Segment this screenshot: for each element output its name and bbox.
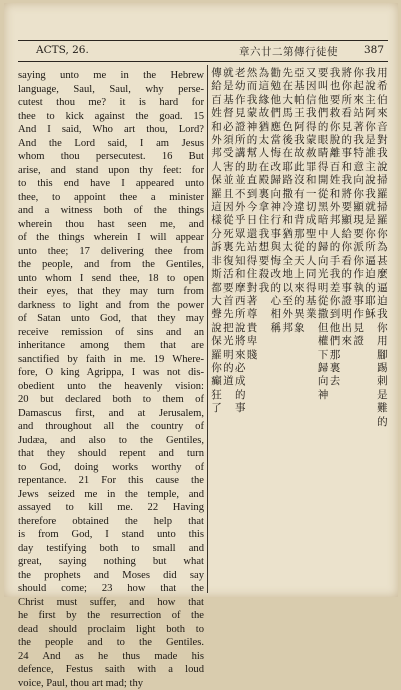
english-text-line: And the Lord said, I am Jesus xyxy=(18,137,204,151)
page-number: 387 xyxy=(364,44,384,56)
chinese-text-column xyxy=(211,67,388,591)
english-text-line: defence, Festus saith with a loud xyxy=(18,663,204,677)
english-text-line: thee to kick against the goad. 15 xyxy=(18,110,204,124)
chinese-text-column-line: 就是基督必須受害並且因從死裏復活要首先把光明的道 xyxy=(223,67,234,591)
chinese-text-column-line: 我也要救你脫離百姓和外邦人的手我差你到他們那裏去 xyxy=(329,67,340,591)
chinese-text-column-line: 為這緣故猶太人在殿裏拿住我想要殺我 xyxy=(258,67,269,591)
header-chapter-english: ACTS, 26. xyxy=(36,44,89,56)
english-text-line: of Satan unto God, that they may xyxy=(18,312,204,326)
english-text-line: repentance. 21 For this cause the xyxy=(18,474,204,488)
running-header xyxy=(18,43,388,62)
english-text-line: Damascus first, and at Jerusalem, xyxy=(18,407,204,421)
english-text-line: and a witness both of the things xyxy=(18,204,204,218)
english-text-line: saying unto me in the Hebrew xyxy=(18,69,204,83)
english-text-line: to this end have I appeared unto xyxy=(18,177,204,191)
english-text-line: unto whom I send thee, 18 to open xyxy=(18,272,204,286)
english-text-line: great, saying nothing but what xyxy=(18,555,204,569)
english-text-line: wherein thou hast seen me, and xyxy=(18,218,204,232)
chinese-text-column-line: 老幼作見證所講的並不外乎眾先知和摩西所說將來必成的事 xyxy=(235,67,246,591)
english-text-line: unto thee; 17 delivering thee from xyxy=(18,245,204,259)
chinese-text-column-line: 將你所看見的事和我將要顯給你看的事證明出來 xyxy=(341,67,352,591)
chinese-text-column-line: 要叫他們的眼睛得開從黑暗中歸向光明從撒但權下歸向神 xyxy=(318,67,329,591)
english-text-line: that they should repent and turn xyxy=(18,447,204,461)
english-text-line: inheritance among them that are xyxy=(18,339,204,353)
english-text-line: he first by the resurrection of the xyxy=(18,609,204,623)
english-text-line: 20 but declared both to them of xyxy=(18,393,204,407)
chinese-text-column-line: 傳給百姓和外邦人保羅這樣分訴非斯都大聲說保羅你癲狂了 xyxy=(211,67,222,591)
english-text-line: Christ must suffer, and how that xyxy=(18,596,204,610)
english-text-line: receive remission of sins and an xyxy=(18,326,204,340)
english-text-line: therefore obtained the help that xyxy=(18,515,204,529)
english-text-line: fore, O king Agrippa, I was not dis- xyxy=(18,366,204,380)
english-text-line: 24 And as he thus made his xyxy=(18,650,204,664)
chinese-text-column-line: 勸勉他們應當悔改歸向神行事與悔改的心相稱 xyxy=(270,67,281,591)
book-page xyxy=(4,3,398,597)
header-top-rule xyxy=(18,40,388,41)
english-text-line: voice, Paul, thou art mad; thy xyxy=(18,677,204,690)
english-text-line: the prophets and Moses did say xyxy=(18,569,204,583)
english-text-line: the people, and from the Gentiles, xyxy=(18,258,204,272)
english-text-line: arise, and stand upon thy feet: for xyxy=(18,164,204,178)
english-text-line: of the things wherein I will appear xyxy=(18,231,204,245)
english-text-line: Judæa, and also to the Gentiles, xyxy=(18,434,204,448)
english-text-line: And I said, Who art thou, Lord? xyxy=(18,123,204,137)
chinese-text-column-line: 然而我蒙神的幫助直到今日還站得住對著尊貴卑賤 xyxy=(247,67,258,591)
english-text-line: is from God, I stand unto this xyxy=(18,528,204,542)
english-text-line: whom thou persecutest. 16 But xyxy=(18,150,204,164)
english-text-line: and throughout all the country of xyxy=(18,420,204,434)
column-divider xyxy=(207,65,208,593)
english-text-line: thee, to appoint thee a minister xyxy=(18,191,204,205)
chinese-text-column-line: 我說主阿你是誰主說我就是你所逼迫的耶穌 xyxy=(365,67,376,591)
english-text-line: dead should proclaim light both to xyxy=(18,623,204,637)
english-text-line: obedient unto the heavenly vision: xyxy=(18,380,204,394)
english-text-line: the people and to the Gentiles. xyxy=(18,636,204,650)
english-text-line: cutest thou me? it is hard for xyxy=(18,96,204,110)
chinese-text-column-line: 又因信我得蒙赦罪和一切成聖的人同得基業 xyxy=(306,67,317,591)
english-text-line: sanctified by faith in me. 19 Where- xyxy=(18,353,204,367)
chinese-text-column-line: 你起來站著我特意向你顯現要派你作執事作見證 xyxy=(353,67,364,591)
english-text-line: should come; 23 how that the xyxy=(18,582,204,596)
chinese-text-column-line: 用希伯來音對我說掃羅掃羅你為甚麼逼迫我你用腳踢刺是難的 xyxy=(377,67,388,591)
english-text-line: assayed to kill me. 22 Having xyxy=(18,501,204,515)
english-text-column xyxy=(18,69,204,690)
english-text-line: darkness to light and from the power xyxy=(18,299,204,313)
chinese-text-column-line: 亞基帕王阿我故此沒有違背那從天上來的異象 xyxy=(294,67,305,591)
english-text-line: their eyes, that they may turn from xyxy=(18,285,204,299)
english-text-line: Jews seized me in the temple, and xyxy=(18,488,204,502)
english-text-line: to God, doing works worthy of xyxy=(18,461,204,475)
english-text-line: day testifying both to small and xyxy=(18,542,204,556)
english-text-line: language, Saul, Saul, why perse- xyxy=(18,83,204,97)
header-chapter-chinese: 章六廿二第傳行徒使 xyxy=(239,44,338,59)
chinese-text-column-line: 先在大馬色後在耶路撒冷和猶太全地以至外邦 xyxy=(282,67,293,591)
